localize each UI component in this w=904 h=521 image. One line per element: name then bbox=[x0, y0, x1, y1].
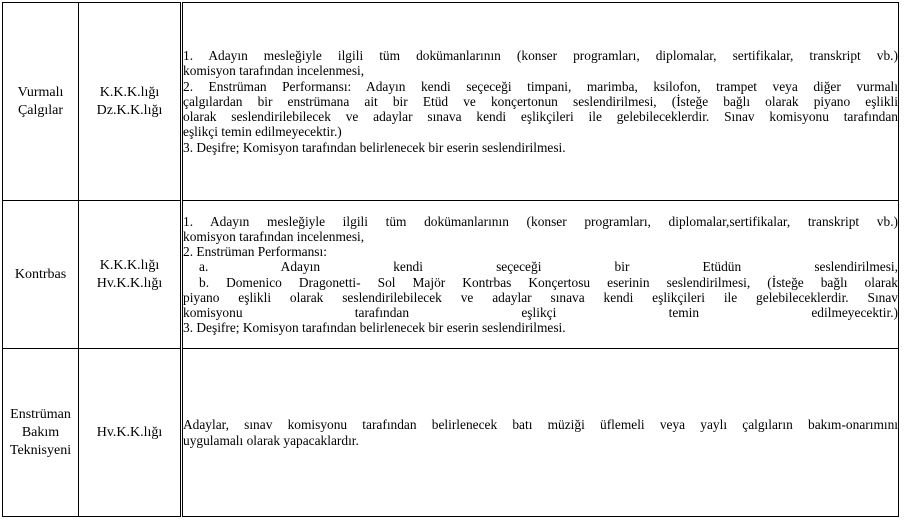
requirements-cell bbox=[182, 349, 899, 517]
requirement-line: b. Domenico Dragonetti- Sol Majör Kontrbas Konçertosu eserinin seslendirilmesi, (İsteğe bağlı olarak bbox=[199, 274, 898, 290]
department-name: Teknisyeni bbox=[9, 442, 72, 458]
requirement-line: 1. Adayın mesleğiyle ilgili tüm dokümanlarının (konser programları, diplomalar,sertifikalar, transkript vb.) bbox=[183, 213, 898, 229]
table-row bbox=[3, 349, 899, 517]
table-row bbox=[3, 201, 899, 349]
exam-requirements-table bbox=[2, 2, 899, 517]
requirement-line: 3. Deşifre; Komisyon tarafından belirlenecek bir eserin seslendirilmesi. bbox=[183, 139, 566, 155]
department-cell bbox=[3, 3, 79, 201]
department-name: Çalgılar bbox=[17, 102, 64, 118]
requirement-line: komisyon tarafından incelenmesi, bbox=[183, 228, 365, 244]
department-cell bbox=[3, 201, 79, 349]
requirement-line: 2. Enstrüman Performansı: Adayın kendi seçeceği timpani, marimba, ksilofon, trampet veya diğer vurmalı bbox=[183, 78, 898, 94]
department-name: Bakım bbox=[21, 424, 60, 440]
requirements-cell bbox=[182, 201, 899, 349]
department-name: Vurmalı bbox=[17, 84, 64, 100]
department-name: Enstrüman bbox=[10, 406, 71, 422]
requirement-line: olarak seslendirilebilecek ve adaylar sınava kendi eşlikçileri ile gelebileceklerdir. Sınav komisyonu tarafından bbox=[183, 109, 898, 125]
requirement-line: komisyon tarafından incelenmesi, bbox=[183, 63, 365, 79]
requirement-line: 2. Enstrüman Performansı: bbox=[183, 244, 327, 260]
requirement-line: Adaylar, sınav komisyonu tarafından belirlenecek batı müziği üflemeli veya yaylı çalgıların bakım-onarımını bbox=[183, 417, 898, 433]
command-name: K.K.K.lığı bbox=[99, 84, 160, 100]
command-cell bbox=[79, 201, 182, 349]
command-cell bbox=[79, 3, 182, 201]
requirement-line: piyano eşlikli olarak seslendirilebilecek ve adaylar sınava kendi eşlikçileri ile gelebileceklerdir. Sınav bbox=[183, 289, 898, 305]
requirements-cell bbox=[182, 3, 899, 201]
command-cell bbox=[79, 349, 182, 517]
requirement-line: uygulamalı olarak yapacaklardır. bbox=[183, 432, 359, 448]
requirement-line: eşlikçi temin edilmeyecektir.) bbox=[183, 124, 342, 140]
requirement-line: komisyonu tarafından eşlikçi temin edilmeyecektir.) bbox=[183, 304, 898, 320]
table-body bbox=[3, 3, 899, 517]
table-row bbox=[3, 3, 899, 201]
requirement-line: a. Adayın kendi seçeceği bir Etüdün seslendirilmesi, bbox=[199, 259, 898, 275]
command-name: K.K.K.lığı bbox=[99, 257, 160, 273]
command-name: Hv.K.K.lığı bbox=[96, 424, 163, 440]
requirement-line: çalgılardan bir enstrümana ait bir Etüd ve konçertonun seslendirilmesi, (İsteğe bağlı olarak piyano eşlikli bbox=[183, 93, 898, 109]
requirement-line: 3. Deşifre; Komisyon tarafından belirlenecek bir eserin seslendirilmesi. bbox=[183, 320, 566, 336]
requirement-line: 1. Adayın mesleğiyle ilgili tüm dokümanlarının (konser programları, diplomalar, sertifikalar, transkript vb.) bbox=[183, 48, 898, 64]
command-name: Hv.K.K.lığı bbox=[96, 275, 163, 291]
department-cell bbox=[3, 349, 79, 517]
command-name: Dz.K.K.lığı bbox=[96, 102, 163, 118]
department-name: Kontrbas bbox=[14, 266, 67, 282]
